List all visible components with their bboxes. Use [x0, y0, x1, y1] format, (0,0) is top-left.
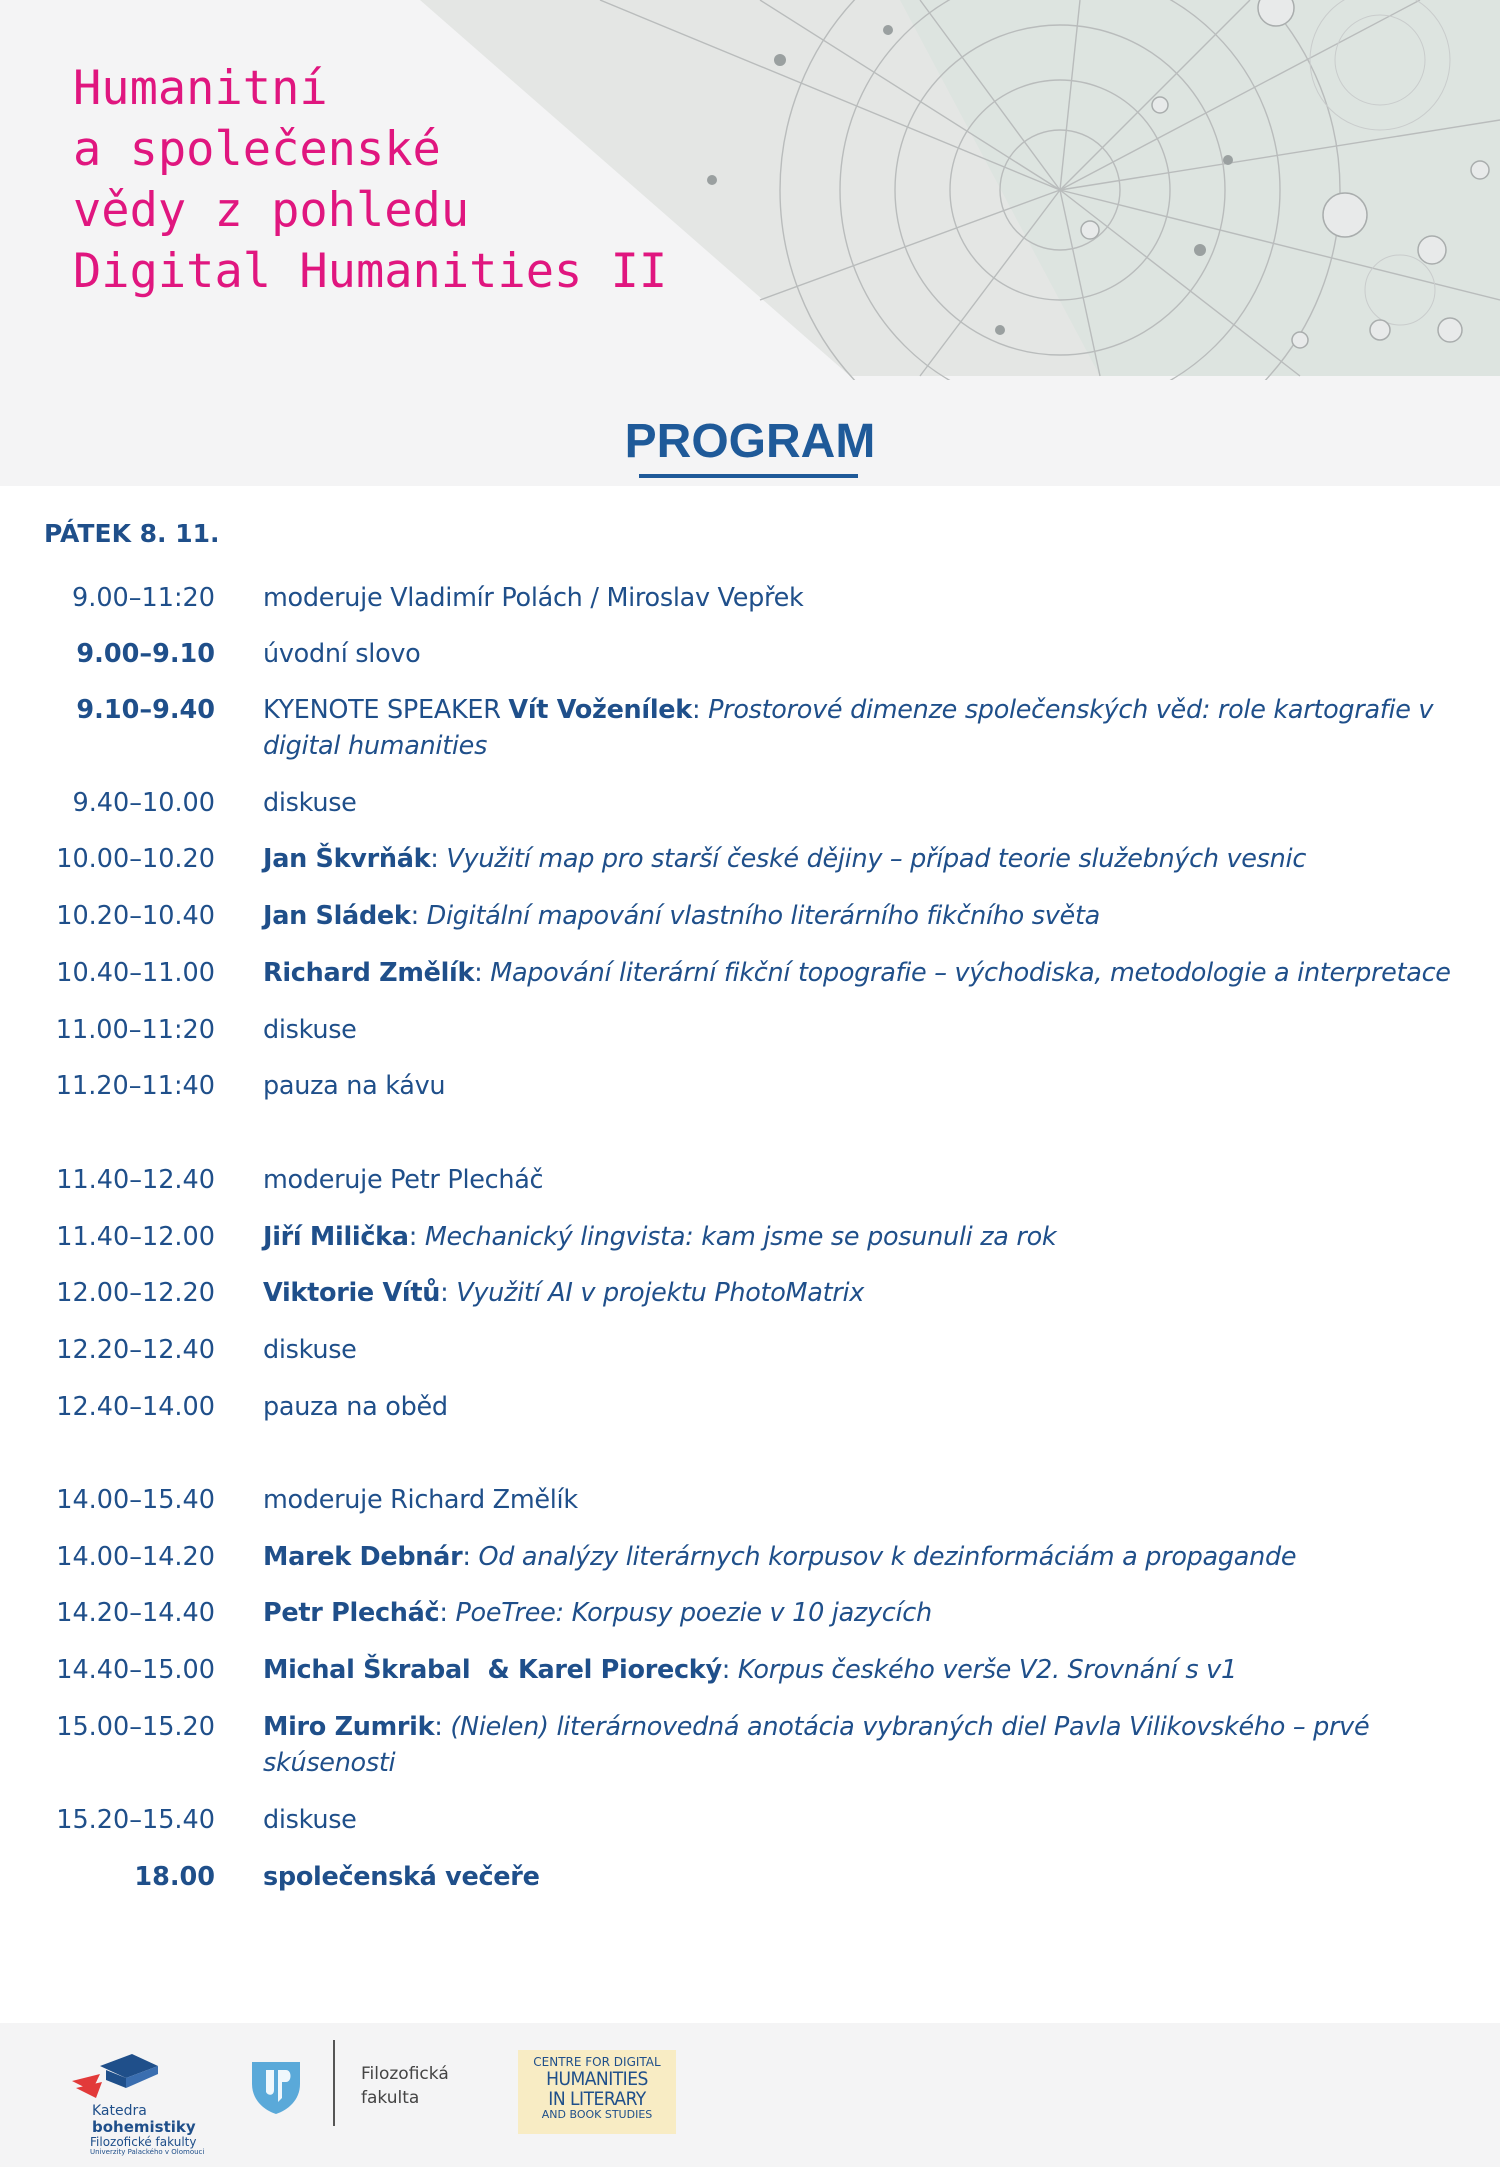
- row-time: 12.00–12.20: [56, 1278, 215, 1308]
- row-sep: :: [440, 1278, 457, 1308]
- row-time: 11.40–12.40: [56, 1165, 215, 1195]
- row-text: [263, 898, 1463, 934]
- row-text: pauza na oběd: [263, 1392, 448, 1422]
- row-text: diskuse: [263, 1015, 357, 1045]
- faculty-line-2: fakulta: [361, 2088, 420, 2108]
- katedra-line-1: Katedra: [92, 2103, 147, 2119]
- katedra-line-2: bohemistiky: [92, 2118, 196, 2136]
- row-sep: :: [439, 1598, 456, 1628]
- row-text: diskuse: [263, 1805, 357, 1835]
- row-talk: (Nielen) literárnovedná anotácia vybraných diel Pavla Vilikovského – prvé skúsenosti: [263, 1712, 1370, 1778]
- row-sep: :: [410, 901, 427, 931]
- row-text: diskuse: [263, 788, 357, 818]
- row-time: 10.40–11.00: [56, 958, 215, 988]
- cdh-line-2: HUMANITIES: [546, 2068, 648, 2090]
- row-sep: :: [474, 958, 491, 988]
- cdh-line-3: IN LITERARY: [548, 2088, 646, 2110]
- cdh-line-4: AND BOOK STUDIES: [541, 2108, 653, 2121]
- row-sep: :: [462, 1542, 479, 1572]
- row-sep: :: [408, 1222, 425, 1252]
- row-talk: Korpus českého verše V2. Srovnání s v1: [737, 1655, 1237, 1685]
- row-text: [263, 1275, 1463, 1311]
- row-time: 15.20–15.40: [56, 1805, 215, 1835]
- day-label: PÁTEK 8. 11.: [44, 519, 220, 548]
- row-speaker: Jan Škvrňák: [263, 844, 431, 874]
- row-text: [263, 692, 1463, 764]
- row-speaker: Richard Změlík: [263, 958, 475, 988]
- row-text: úvodní slovo: [263, 639, 421, 669]
- row-text: [263, 1219, 1463, 1255]
- row-sep: :: [434, 1712, 451, 1742]
- katedra-line-4: Univerzity Palackého v Olomouci: [90, 2148, 205, 2156]
- row-time: 10.00–10.20: [56, 844, 215, 874]
- row-time: 15.00–15.20: [56, 1712, 215, 1742]
- title-line-4: Digital Humanities II: [73, 244, 668, 299]
- row-text: [263, 1709, 1383, 1781]
- row-text: pauza na kávu: [263, 1071, 446, 1101]
- row-time: 9.00–9.10: [76, 639, 215, 669]
- row-text: společenská večeře: [263, 1862, 540, 1892]
- row-talk: Využití map pro starší české dějiny – případ teorie služebných vesnic: [446, 844, 1307, 874]
- row-text: [263, 841, 1463, 877]
- header-banner: [0, 0, 1500, 486]
- row-talk: Využití AI v projektu PhotoMatrix: [456, 1278, 865, 1308]
- program-underline: [639, 474, 858, 478]
- row-time: 14.40–15.00: [56, 1655, 215, 1685]
- row-sep: :: [430, 844, 447, 874]
- cdh-logo: [518, 2050, 676, 2134]
- row-time: 18.00: [134, 1862, 215, 1892]
- row-talk: Mechanický lingvista: kam jsme se posunuli za rok: [424, 1222, 1057, 1252]
- footer: [0, 2023, 1500, 2167]
- katedra-bohemistiky-logo: [62, 2046, 222, 2156]
- row-text: moderuje Richard Změlík: [263, 1485, 578, 1515]
- row-talk: Digitální mapování vlastního literárního fikčního světa: [426, 901, 1100, 931]
- katedra-line-3: Filozofické fakulty: [90, 2135, 197, 2149]
- row-speaker: Petr Plecháč: [263, 1598, 440, 1628]
- row-text: moderuje Petr Plecháč: [263, 1165, 544, 1195]
- row-text: [263, 1595, 1463, 1631]
- faculty-line-1: Filozofická: [361, 2064, 449, 2084]
- row-speaker: Marek Debnár: [263, 1542, 463, 1572]
- faculty-logo: [361, 2062, 449, 2110]
- row-time: 14.00–15.40: [56, 1485, 215, 1515]
- row-speaker: Michal Škrabal & Karel Piorecký: [263, 1655, 722, 1685]
- row-time: 10.20–10.40: [56, 901, 215, 931]
- row-talk: PoeTree: Korpusy poezie v 10 jazycích: [455, 1598, 932, 1628]
- row-text: moderuje Vladimír Polách / Miroslav Vepřek: [263, 583, 804, 613]
- university-shield-icon: [246, 2056, 306, 2116]
- row-speaker: Jiří Milička: [263, 1222, 409, 1252]
- title-line-2: a společenské: [73, 122, 441, 177]
- row-text: [263, 1652, 1463, 1688]
- event-title: [73, 58, 667, 302]
- row-time: 11.00–11:20: [55, 1015, 215, 1045]
- row-text: [263, 955, 1463, 991]
- title-line-1: Humanitní: [73, 61, 328, 116]
- row-time: 9.00–11:20: [71, 583, 215, 613]
- row-time: 9.40–10.00: [72, 788, 215, 818]
- footer-divider: [333, 2040, 335, 2126]
- row-sep: :: [721, 1655, 738, 1685]
- row-time: 11.40–12.00: [56, 1222, 215, 1252]
- row-time: 14.20–14.40: [56, 1598, 215, 1628]
- row-time: 9.10–9.40: [76, 695, 215, 725]
- row-speaker: Vít Voženílek: [508, 695, 692, 725]
- row-speaker: Miro Zumrik: [263, 1712, 435, 1742]
- cdh-line-1: CENTRE FOR DIGITAL: [533, 2055, 661, 2069]
- row-time: 14.00–14.20: [56, 1542, 215, 1572]
- row-time: 12.20–12.40: [56, 1335, 215, 1365]
- row-talk: Mapování literární fikční topografie – východiska, metodologie a interpretace: [490, 958, 1451, 988]
- row-speaker: Viktorie Vítů: [263, 1278, 441, 1308]
- book-icon: [62, 2046, 172, 2106]
- row-sep: :: [691, 695, 709, 725]
- row-talk: Prostorové dimenze společenských věd: role kartografie v digital humanities: [263, 695, 1434, 761]
- row-text: [263, 1539, 1463, 1575]
- row-time: 11.20–11:40: [55, 1071, 215, 1101]
- row-speaker: Jan Sládek: [263, 901, 411, 931]
- row-text: diskuse: [263, 1335, 357, 1365]
- title-line-3: vědy z pohledu: [73, 183, 470, 238]
- program-heading: PROGRAM: [624, 415, 876, 468]
- row-prefix: KYENOTE SPEAKER: [263, 695, 509, 725]
- row-talk: Od analýzy literárnych korpusov k dezinformáciám a propagande: [478, 1542, 1297, 1572]
- row-time: 12.40–14.00: [56, 1392, 215, 1422]
